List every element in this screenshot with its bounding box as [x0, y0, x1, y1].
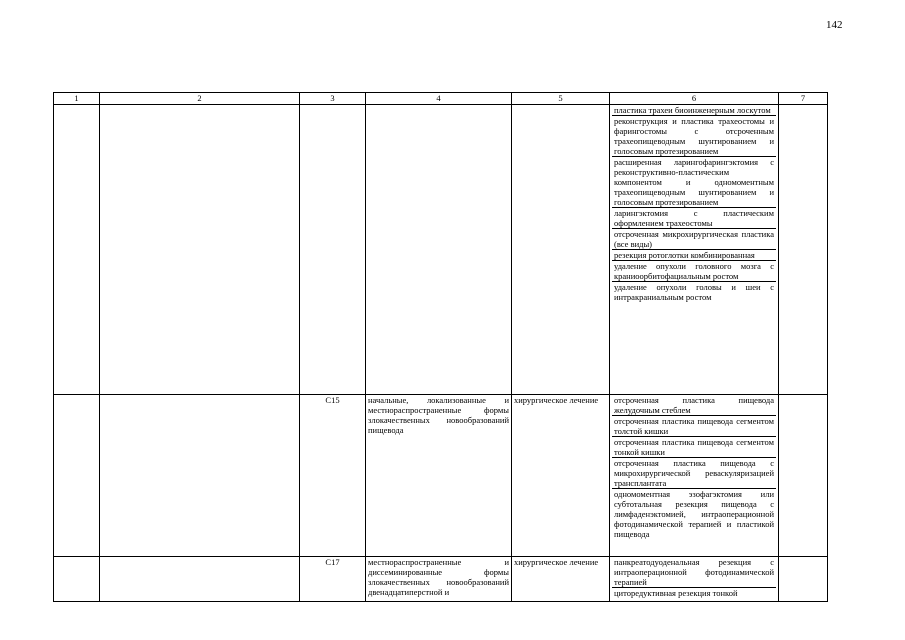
cell-empty: [779, 395, 828, 557]
diagnosis-cell: [366, 105, 512, 395]
treatment-cell: [512, 105, 610, 395]
column-header: 5: [512, 93, 610, 105]
column-header: 4: [366, 93, 512, 105]
column-header: 2: [100, 93, 300, 105]
column-number-row: [54, 93, 828, 105]
method-item: удаление опухоли головы и шеи с интракраниальным ростом: [614, 282, 774, 302]
treatment-cell: хирургическое лечение: [512, 557, 610, 602]
cell-empty: [54, 395, 100, 557]
cell-empty: [100, 395, 300, 557]
diagnosis-cell: местнораспространенные и диссеминированные формы злокачественных новообразований двенадцатиперстной и: [366, 557, 512, 602]
column-header: 7: [779, 93, 828, 105]
table-row: [54, 395, 828, 557]
table-row: [54, 557, 828, 602]
icd-code: [300, 105, 366, 395]
method-item: реконструкция и пластика трахеостомы и фарингостомы с отсроченным трахеопищеводным шунтированием и голосовым протезированием: [614, 116, 774, 156]
method-item: одномоментная эзофагэктомия или субтотальная резекция пищевода с лимфаденэктомией, интраоперационной фотодинамической терапией и пластикой пищевода: [614, 489, 774, 539]
document-table: [53, 92, 828, 602]
methods-cell: [610, 395, 779, 557]
page-number: 142: [826, 19, 843, 31]
method-item: резекция ротоглотки комбинированная: [612, 250, 776, 261]
column-header: 1: [54, 93, 100, 105]
method-item: отсроченная пластика пищевода желудочным стеблем: [614, 395, 774, 415]
cell-empty: [779, 557, 828, 602]
method-item: отсроченная микрохирургическая пластика (все виды): [614, 229, 774, 249]
icd-code: C15: [300, 395, 366, 557]
cell-empty: [100, 557, 300, 602]
method-item: циторедуктивная резекция тонкой: [614, 588, 738, 598]
method-item: панкреатодуоденальная резекция с интраоперационной фотодинамической терапией: [614, 557, 774, 587]
cell-empty: [779, 105, 828, 395]
method-item: удаление опухоли головного мозга с краниоорбитофациальным ростом: [614, 261, 774, 281]
cell-empty: [100, 105, 300, 395]
treatment-cell: хирургическое лечение: [512, 395, 610, 557]
methods-cell: [610, 105, 779, 395]
cell-empty: [54, 557, 100, 602]
diagnosis-cell: начальные, локализованные и местнораспространенные формы злокачественных новообразований пищевода: [366, 395, 512, 557]
method-item: отсроченная пластика пищевода с микрохирургической реваскуляризацией трансплантата: [614, 458, 774, 488]
method-item: ларингэктомия с пластическим оформлением трахеостомы: [614, 208, 774, 228]
method-item: отсроченная пластика пищевода сегментом тонкой кишки: [614, 437, 774, 457]
column-header: 3: [300, 93, 366, 105]
icd-code: C17: [300, 557, 366, 602]
cell-empty: [54, 105, 100, 395]
method-item: пластика трахеи биоинженерным лоскутом: [612, 105, 776, 116]
method-item: расширенная ларингофарингэктомия с реконструктивно-пластическим компонентом и одномоментным трахеопищеводным шунтированием и голосовым протезированием: [614, 157, 774, 207]
method-item: отсроченная пластика пищевода сегментом толстой кишки: [614, 416, 774, 436]
table-row: [54, 105, 828, 395]
methods-cell: [610, 557, 779, 602]
column-header: 6: [610, 93, 779, 105]
